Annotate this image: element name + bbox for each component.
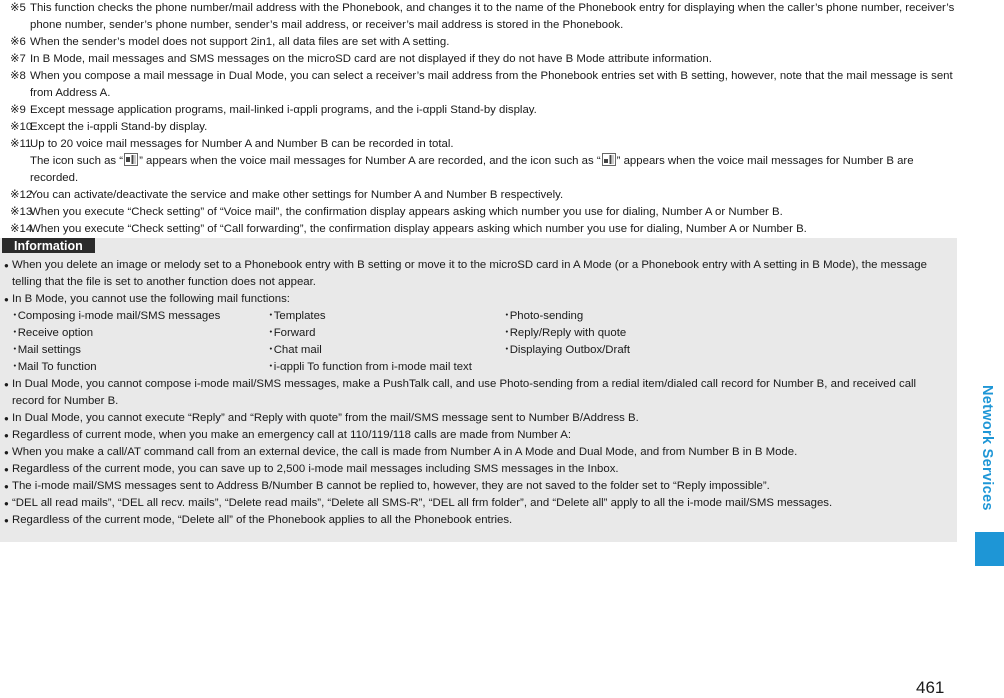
footnote-text: Except message application programs, mail-linked i-αppli programs, and the i-αppli Stand-by display. [30,104,537,116]
footnote-mark: ※6 [10,36,26,48]
footnote-11 [10,136,955,187]
bullet-icon: ● [4,261,9,270]
information-text: Regardless of current mode, when you make an emergency call at 110/119/118 calls are made from Number A: [12,429,572,441]
footnote-text: Except the i-αppli Stand-by display. [30,121,208,133]
information-item [4,410,949,427]
information-item [4,478,949,495]
footnote-text: When you execute “Check setting” of “Voice mail”, the confirmation display appears asking which number you use for dialing, Number A or Number B. [30,206,783,218]
footnote-14 [10,221,955,238]
bullet-icon: ● [4,431,9,440]
information-text: In B Mode, you cannot use the following mail functions: [12,293,290,305]
function-item: ･Photo-sending [504,310,584,322]
footnote-9 [10,102,955,119]
footnote-12 [10,187,955,204]
footnote-text: When you compose a mail message in Dual Mode, you can select a receiver’s mail address from the Phonebook entries set with B setting, however, note that the mail message is sent from Address A. [30,70,953,99]
function-item: ･Chat mail [268,344,322,356]
bullet-icon: ● [4,414,9,423]
voicemail-b-icon [602,153,616,166]
function-item [504,359,804,376]
footnote-13 [10,204,955,221]
information-item [4,512,949,529]
page-number: 461 [916,678,945,697]
footnote-mark: ※8 [10,70,26,82]
function-item: ･Forward [268,327,316,339]
mail-functions-list [12,308,949,376]
footnote-7 [10,51,955,68]
information-text: Regardless of the current mode, “Delete all” of the Phonebook applies to all the Phonebook entries. [12,514,513,526]
bullet-icon: ● [4,482,9,491]
information-item [4,444,949,461]
bullet-icon: ● [4,380,9,389]
footnote-mark: ※10 [10,121,33,133]
footnote-mark: ※13 [10,206,33,218]
section-sidebar [975,0,1004,698]
footnote-text: When the sender’s model does not support 2in1, all data files are set with A setting. [30,36,450,48]
information-item [4,427,949,444]
information-item [4,291,949,308]
footnote-text-block [30,136,955,187]
information-text: The i-mode mail/SMS messages sent to Address B/Number B cannot be replied to, however, they are not saved to the folder set to “Reply impossible”. [12,480,770,492]
function-item: ･i-αppli To function from i-mode mail text [268,361,472,373]
footnote-text-part: ” appears when the voice mail messages for Number A are recorded, and the icon such as “ [139,155,601,167]
bullet-icon: ● [4,465,9,474]
footnote-text: When you execute “Check setting” of “Call forwarding”, the confirmation display appears asking which number you use for dialing, Number A or Number B. [30,223,807,235]
information-item [4,495,949,512]
footnote-text-icons [30,153,955,187]
function-item: ･Composing i-mode mail/SMS messages [12,310,221,322]
function-item: ･Mail To function [12,361,97,373]
footnote-10 [10,119,955,136]
bullet-icon: ● [4,295,9,304]
function-item: ･Receive option [12,327,94,339]
voicemail-a-icon [124,153,138,166]
footnote-text: Up to 20 voice mail messages for Number A and Number B can be recorded in total. [30,138,454,150]
function-item: ･Mail settings [12,344,82,356]
bullet-icon: ● [4,448,9,457]
footnote-text: You can activate/deactivate the service and make other settings for Number A and Number B respectively. [30,189,564,201]
information-text: Regardless of the current mode, you can save up to 2,500 i-mode mail messages including SMS messages in the Inbox. [12,463,619,475]
information-item [4,376,949,410]
footnote-text: In B Mode, mail messages and SMS messages on the microSD card are not displayed if they do not have B Mode attribute information. [30,53,712,65]
footnote-mark: ※11 [10,138,32,150]
information-text: In Dual Mode, you cannot execute “Reply” and “Reply with quote” from the mail/SMS message sent to Number B/Address B. [12,412,639,424]
footnote-mark: ※14 [10,223,33,235]
footnote-mark: ※5 [10,2,26,14]
footnote-text-part: The icon such as “ [30,155,124,167]
footnote-mark: ※9 [10,104,26,116]
bullet-icon: ● [4,499,9,508]
footnote-text-part: ” appears when the voice mail messages for Number B are recorded. [30,155,914,184]
information-text: “DEL all read mails”, “DEL all recv. mails”, “Delete read mails”, “Delete all SMS-R”, “DEL all frm folder”, and “Delete all” apply to all the i-mode mail/SMS messages. [12,497,833,509]
function-item: ･Reply/Reply with quote [504,327,627,339]
footnote-6 [10,34,955,51]
function-item: ･Templates [268,310,326,322]
information-text: In Dual Mode, you cannot compose i-mode mail/SMS messages, make a PushTalk call, and use Photo-sending from a redial item/dialed call record for Number B, and received call record for Number B. [12,378,917,407]
information-text: When you delete an image or melody set to a Phonebook entry with B setting or move it to the microSD card in A Mode (or a Phonebook entry with A setting in B Mode), the message telling that the file is set to another function does not appear. [12,259,927,288]
bullet-icon: ● [4,516,9,525]
information-item [4,461,949,478]
footnotes [10,0,955,238]
footnote-5 [10,0,955,34]
function-item: ･Displaying Outbox/Draft [504,344,630,356]
information-item [4,257,949,291]
information-box [0,238,957,542]
footnote-mark: ※7 [10,53,26,65]
information-heading: Information [2,238,95,253]
section-marker [975,532,1004,566]
footnote-mark: ※12 [10,189,33,201]
information-list [4,257,949,529]
footnote-text: This function checks the phone number/mail address with the Phonebook, and changes it to the name of the Phonebook entry for displaying when the caller’s phone number, receiver’s phone number, sender’s phone number, sender’s mail address, or receiver’s mail address is stored in the Phonebook. [30,2,955,31]
information-text: When you make a call/AT command call from an external device, the call is made from Number A in A Mode and Dual Mode, and from Number B in B Mode. [12,446,798,458]
section-label: Network Services [979,385,995,511]
footnote-8 [10,68,955,102]
